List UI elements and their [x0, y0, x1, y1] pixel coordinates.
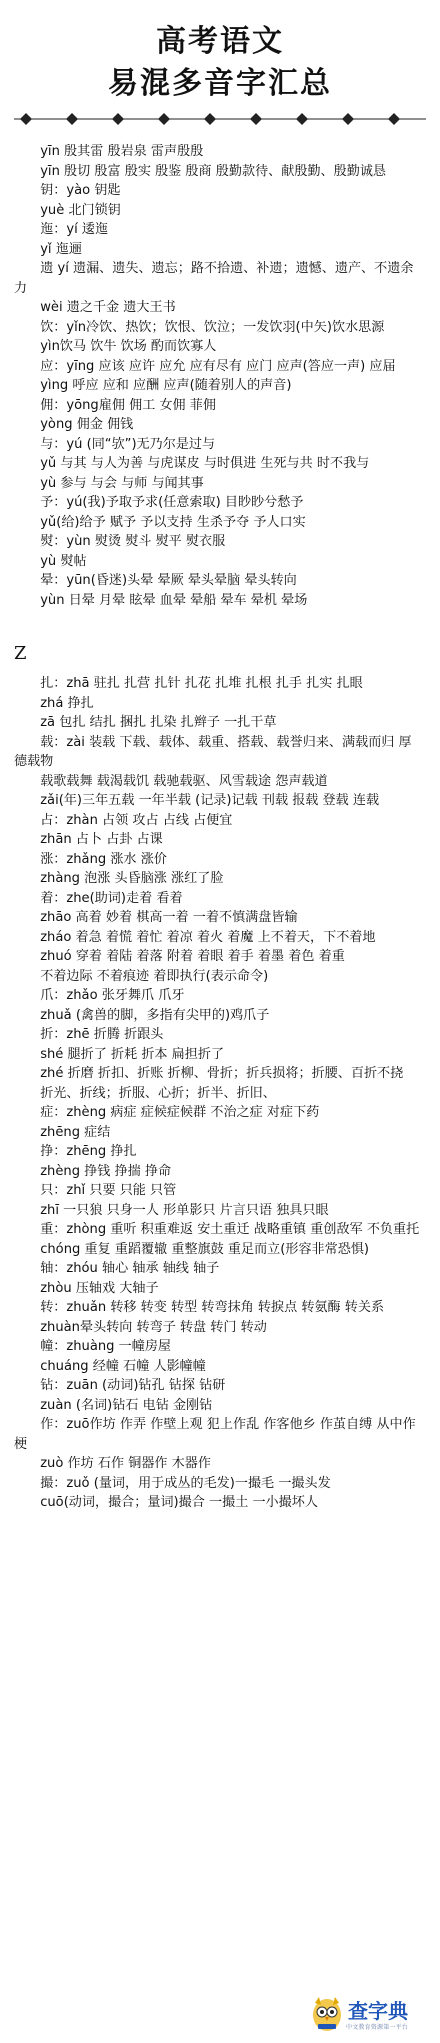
- text-line: 佣：yōng雇佣 佣工 女佣 菲佣: [40, 397, 216, 413]
- text-line: zhá 挣扎: [40, 695, 94, 711]
- text-line: zǎi(年)三年五载 一年半载 (记录)记载 刊载 报载 登载 连载: [40, 793, 380, 808]
- page-title: 高考语文: [156, 24, 284, 59]
- text-line: zhèng 挣钱 挣揣 挣命: [40, 1163, 172, 1179]
- text-line: 着：zhe(助词)走着 看着: [40, 890, 183, 906]
- text-line: zhàng 泡涨 头昏脑涨 涨红了脸: [40, 871, 224, 886]
- text-line: 迤：yí 逶迤: [40, 222, 109, 237]
- text-line: zhòu 压轴戏 大轴子: [40, 1280, 159, 1296]
- text-line: zhēng 症结: [40, 1124, 111, 1140]
- text-line: chóng 重复 重蹈覆辙 重整旗鼓 重足而立(形容非常恐惧): [40, 1241, 370, 1257]
- owl-mascot-icon: [310, 1995, 344, 2033]
- text-line: zhé 折磨 折扣、折账 折柳、骨折；折兵损将；折腰、百折不挠: [40, 1066, 404, 1081]
- text-line: yùn 日晕 月晕 眩晕 血晕 晕船 晕车 晕机 晕场: [40, 592, 308, 608]
- section-z: [14, 674, 424, 1513]
- ornamental-divider: [14, 112, 426, 126]
- logo-name: 查字典: [348, 1999, 408, 2023]
- text-line: zuò 作坊 石作 铜器作 木器作: [40, 1456, 211, 1471]
- text-line: yù 熨帖: [40, 553, 87, 569]
- text-line: 载歌载舞 载渴载饥 载驰载驱、风雪载途 怨声载道: [40, 773, 328, 789]
- page-subtitle: 易混多音字汇总: [108, 66, 332, 101]
- text-line: 转：zhuǎn 转移 转变 转型 转弯抹角 转捩点 转氨酶 转关系: [40, 1300, 385, 1315]
- text-line: shé 腿折了 折耗 折本 扁担折了: [40, 1046, 225, 1062]
- text-line: 不着边际 不着痕迹 着即执行(表示命令): [40, 968, 269, 984]
- text-line: zuàn (名词)钻石 电钻 金刚钻: [40, 1397, 213, 1413]
- text-line: 症：zhèng 病症 症候症候群 不治之症 对症下药: [40, 1105, 320, 1120]
- text-line: yù 参与 与会 与师 与闻其事: [40, 475, 204, 491]
- text-line: 重：zhòng 重听 积重难返 安土重迁 战略重镇 重创敌军 不负重托: [40, 1222, 420, 1237]
- text-line: 晕：yūn(昏迷)头晕 晕厥 晕头晕脑 晕头转向: [40, 573, 297, 588]
- text-line: 与：yú (同“欤”)无乃尔是过与: [40, 436, 216, 452]
- text-line: yǔ 与其 与人为善 与虎谋皮 与时俱进 生死与共 时不我与: [40, 456, 370, 471]
- text-line: 撮：zuǒ (量词，用于成丛的毛发)一撮毛 一撮头发: [40, 1475, 331, 1491]
- text-line: 折：zhē 折腾 折跟头: [40, 1027, 164, 1042]
- text-line: zháo 着急 着慌 着忙 着凉 着火 着魔 上不着天，下不着地: [40, 929, 376, 945]
- text-line: zhuó 穿着 着陆 着落 附着 着眼 着手 着墨 着色 着重: [40, 949, 345, 964]
- text-line: yīn 殷切 殷富 殷实 殷鉴 殷商 殷勤款待、献殷勤、殷勤诚恳: [40, 163, 387, 179]
- text-line: 轴：zhóu 轴心 轴承 轴线 轴子: [40, 1261, 220, 1276]
- text-line: cuō(动词，撮合；量词)撮合 一撮土 一小撮坏人: [40, 1495, 318, 1510]
- text-line: zhuàn晕头转向 转弯子 转盘 转门 转动: [40, 1319, 267, 1335]
- text-line: yǔ(给)给予 赋予 予以支持 生杀予夺 予人口实: [40, 514, 306, 530]
- text-line: 占：zhàn 占领 攻占 占线 占便宜: [40, 812, 233, 828]
- text-line: 载：zài 装载 下载、载体、载重、搭载、载誉归来、满载而归 厚德载物: [14, 734, 412, 769]
- text-line: 折光、折线；折服、心折；折半、折旧、: [40, 1085, 276, 1101]
- text-line: 作：zuō作坊 作弄 作壁上观 犯上作乱 作客他乡 作茧自缚 从中作梗: [14, 1417, 416, 1452]
- text-line: zhuǎ (禽兽的脚，多指有尖甲的)鸡爪子: [40, 1007, 270, 1023]
- text-line: 幢：zhuàng 一幢房屋: [40, 1339, 172, 1354]
- text-line: yìn饮马 饮牛 饮场 酌而饮寡人: [40, 339, 217, 354]
- article-body: [14, 142, 424, 1513]
- text-line: chuáng 经幢 石幢 人影幢幢: [40, 1358, 206, 1374]
- text-line: 钻：zuān (动词)钻孔 钻探 钻研: [40, 1378, 226, 1393]
- text-line: 只：zhǐ 只要 只能 只管: [40, 1183, 177, 1198]
- text-line: 扎：zhā 驻扎 扎营 扎针 扎花 扎堆 扎根 扎手 扎实 扎眼: [40, 676, 363, 691]
- section-gap: [14, 610, 424, 640]
- section-letter-z: Z: [14, 643, 27, 664]
- text-line: zhī 一只狼 只身一人 形单影只 片言只语 独具只眼: [40, 1202, 329, 1218]
- page-header: [0, 0, 440, 112]
- text-line: 予：yú(我)予取予求(任意索取) 目眇眇兮愁予: [40, 495, 304, 510]
- text-line: zā 包扎 结扎 捆扎 扎染 扎辫子 一扎干草: [40, 715, 277, 730]
- text-line: yuè 北门锁钥: [40, 202, 121, 218]
- text-line: 挣：zhēng 挣扎: [40, 1144, 137, 1159]
- logo-tagline: 中文教育资源第一平台: [346, 2024, 409, 2031]
- site-logo[interactable]: [310, 1993, 430, 2035]
- text-line: wèi 遗之千金 遗大王书: [40, 300, 176, 315]
- text-line: 爪：zhǎo 张牙舞爪 爪牙: [40, 988, 185, 1003]
- text-line: 熨：yùn 熨烫 熨斗 熨平 熨衣服: [40, 534, 226, 549]
- text-line: 应：yīng 应该 应许 应允 应有尽有 应门 应声(答应一声) 应届: [40, 358, 396, 374]
- text-line: 涨：zhǎng 涨水 涨价: [40, 851, 167, 867]
- text-line: 遗 yí 遗漏、遗失、遗忘；路不拾遗、补遗；遗憾、遗产、不遗余力: [14, 261, 414, 296]
- text-line: 饮：yǐn冷饮、热饮；饮恨、饮泣；一发饮羽(中矢)饮水思源: [40, 319, 385, 335]
- section-y: [14, 142, 424, 610]
- text-line: yìng 呼应 应和 应酬 应声(随着别人的声音): [40, 378, 292, 393]
- text-line: zhāo 高着 妙着 棋高一着 一着不慎满盘皆输: [40, 910, 298, 925]
- text-line: yīn 殷其雷 殷岩泉 雷声殷殷: [40, 144, 204, 159]
- text-line: yǐ 迤逦: [40, 241, 82, 257]
- text-line: zhān 占卜 占卦 占课: [40, 832, 163, 847]
- text-line: yòng 佣金 佣钱: [40, 417, 134, 432]
- text-line: 钥：yào 钥匙: [40, 183, 121, 198]
